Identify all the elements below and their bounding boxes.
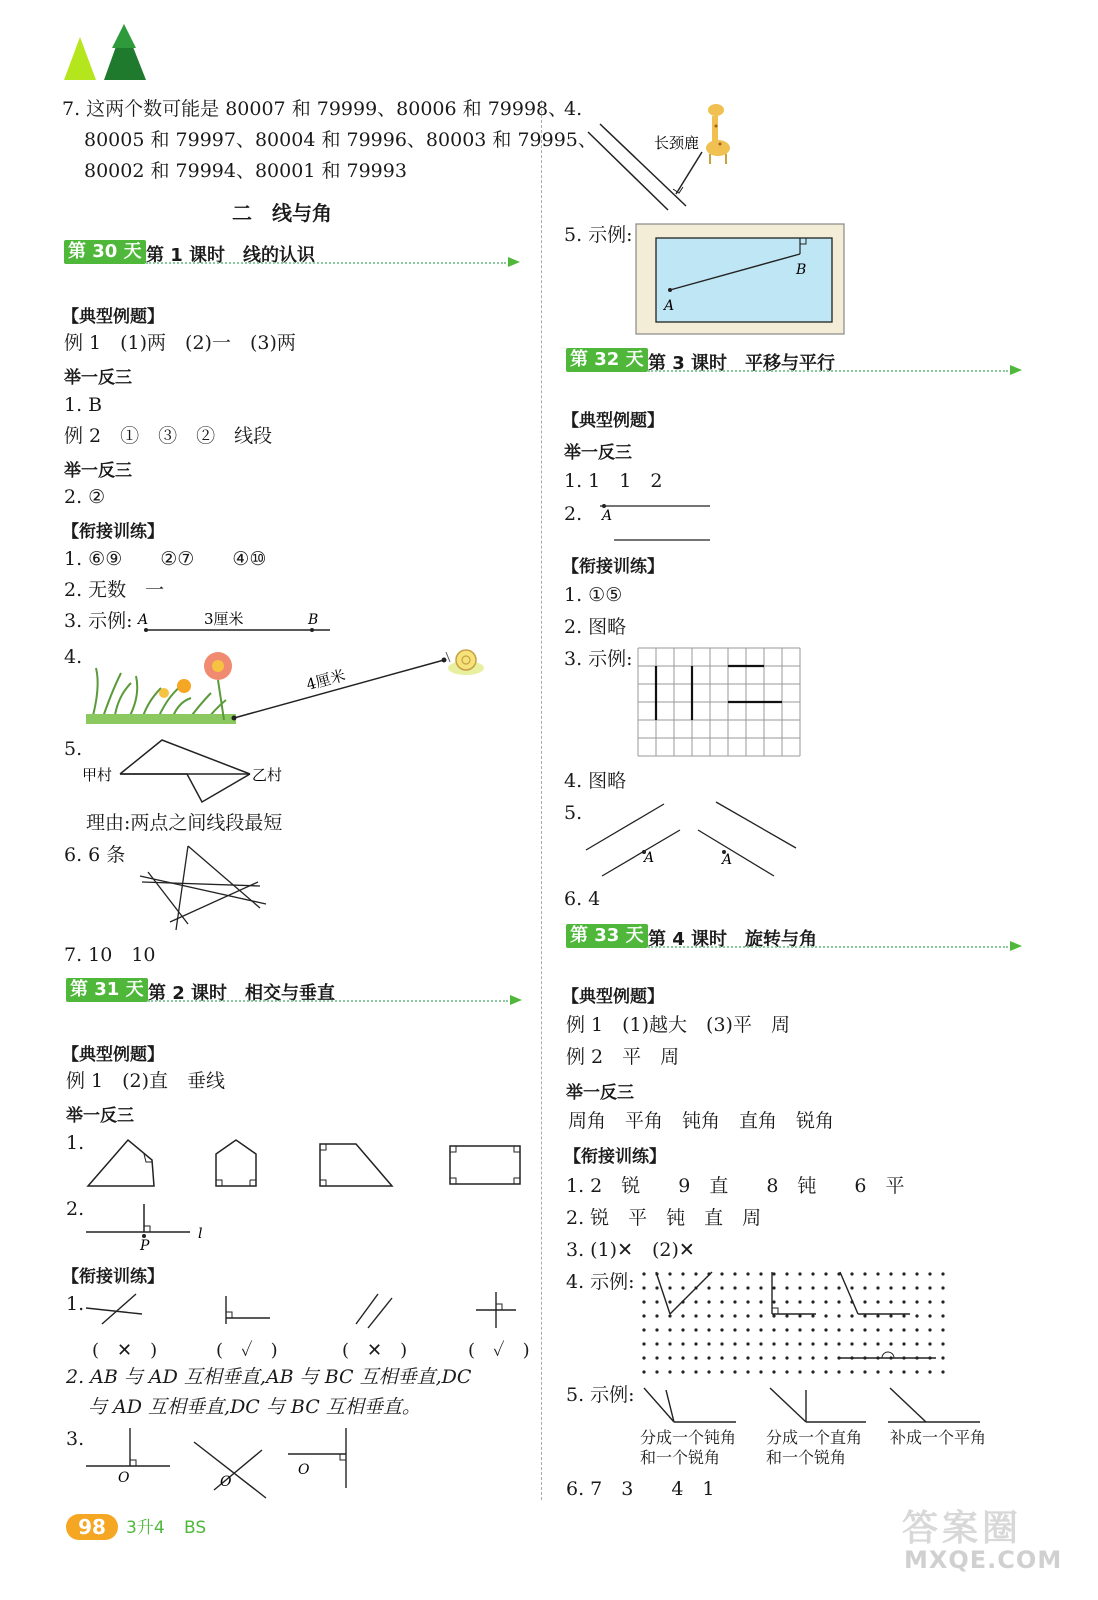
grid-dot	[642, 1356, 645, 1359]
grid-dot	[720, 1342, 723, 1345]
d30-l3: 1. B	[64, 394, 103, 416]
d30-l9: 2. 无数 一	[64, 579, 165, 601]
grid-dot	[655, 1300, 658, 1303]
d33-l8: 3. (1)✕ (2)✕	[566, 1239, 695, 1261]
grid-dot	[655, 1314, 658, 1317]
d30-l6: 2. ②	[64, 486, 106, 508]
grid-dot	[811, 1286, 814, 1289]
q4-flower-snail-figure	[86, 648, 496, 728]
grid-dot	[694, 1370, 697, 1373]
grid-dot	[772, 1328, 775, 1331]
grid-dot	[824, 1342, 827, 1345]
grid-dot	[915, 1328, 918, 1331]
grid-dot	[655, 1286, 658, 1289]
d33-q5-angles-figure	[640, 1386, 990, 1426]
watermark-url: MXQE.COM	[904, 1546, 1063, 1574]
q2-point-p: P	[140, 1238, 150, 1254]
grid-dot	[707, 1342, 710, 1345]
r-q4-giraffe-figure	[582, 96, 742, 216]
grid-dot	[746, 1356, 749, 1359]
grid-dot	[655, 1370, 658, 1373]
grid-dot	[941, 1286, 944, 1289]
grid-dot	[746, 1286, 749, 1289]
d33-l9: 4. 示例:	[566, 1271, 635, 1293]
q1-mark-3: ( ✕ )	[342, 1340, 408, 1361]
grid-dot	[941, 1356, 944, 1359]
d30-l13: 理由:两点之间线段最短	[86, 812, 283, 834]
grid-dot	[837, 1314, 840, 1317]
q5-villages-figure	[82, 736, 312, 808]
grid-dot	[811, 1328, 814, 1331]
grid-dot	[863, 1342, 866, 1345]
grid-dot	[902, 1286, 905, 1289]
grid-dot	[811, 1370, 814, 1373]
grid-dot	[902, 1314, 905, 1317]
grid-dot	[902, 1272, 905, 1275]
grid-dot	[707, 1370, 710, 1373]
grid-dot	[811, 1342, 814, 1345]
grid-dot	[694, 1328, 697, 1331]
grid-dot	[707, 1328, 710, 1331]
day32-title: 第 3 课时 平移与平行	[648, 353, 836, 374]
grid-dot	[876, 1314, 879, 1317]
grid-dot	[876, 1342, 879, 1345]
grid-dot	[681, 1314, 684, 1317]
grid-dot	[681, 1356, 684, 1359]
grid-dot	[889, 1286, 892, 1289]
grid-dot	[642, 1328, 645, 1331]
grid-dot	[941, 1328, 944, 1331]
snail-icon	[446, 650, 484, 675]
grid-dot	[759, 1342, 762, 1345]
grid-dot	[707, 1300, 710, 1303]
grid-dot	[642, 1286, 645, 1289]
grid-dot	[720, 1328, 723, 1331]
grid-dot	[668, 1370, 671, 1373]
q5-village-jia: 甲村	[82, 766, 113, 784]
grid-dot	[889, 1328, 892, 1331]
d33-l6: 1. 2 锐 9 直 8 钝 6 平	[566, 1175, 905, 1197]
r-q5-rectangle-figure	[636, 224, 846, 336]
grid-dot	[876, 1272, 879, 1275]
grid-dot	[902, 1342, 905, 1345]
grid-dot	[785, 1272, 788, 1275]
d33-l0: 【典型例题】	[562, 987, 664, 1007]
d32-l10: 6. 4	[564, 888, 601, 910]
d30-l10: 3. 示例:	[64, 610, 133, 632]
grid-dot	[824, 1272, 827, 1275]
grid-dot	[876, 1370, 879, 1373]
d32-l9: 5.	[564, 802, 583, 824]
d30-l5: 举一反三	[64, 461, 132, 481]
grid-dot	[798, 1272, 801, 1275]
grid-dot	[694, 1314, 697, 1317]
grid-dot	[707, 1314, 710, 1317]
grid-dot	[850, 1286, 853, 1289]
grid-dot	[733, 1314, 736, 1317]
grid-dot	[798, 1300, 801, 1303]
grid-dot	[681, 1370, 684, 1373]
d32-q5-point-a2: A	[722, 852, 733, 868]
grid-dot	[772, 1272, 775, 1275]
grid-dot	[772, 1300, 775, 1303]
grid-dot	[655, 1356, 658, 1359]
footer-edition: BS	[184, 1518, 207, 1538]
r-q4: 4.	[564, 98, 583, 120]
page-number: 98	[78, 1515, 106, 1539]
grid-dot	[837, 1370, 840, 1373]
grid-dot	[785, 1314, 788, 1317]
q7-line3: 80002 和 79994、80001 和 79993	[84, 160, 407, 182]
grid-dot	[720, 1356, 723, 1359]
grid-dot	[772, 1370, 775, 1373]
grid-dot	[837, 1342, 840, 1345]
grid-dot	[733, 1342, 736, 1345]
q5-caption-3: 补成一个平角	[890, 1428, 987, 1447]
grid-dot	[941, 1342, 944, 1345]
q3-o-1: O	[118, 1470, 130, 1486]
grid-dot	[668, 1314, 671, 1317]
grid-dot	[824, 1370, 827, 1373]
grid-dot	[798, 1370, 801, 1373]
grid-dot	[889, 1370, 892, 1373]
grid-dot	[941, 1314, 944, 1317]
grid-dot	[642, 1314, 645, 1317]
grid-dot	[772, 1356, 775, 1359]
d32-l4: 【衔接训练】	[562, 557, 664, 577]
q1-mark-4: ( ✓ )	[468, 1340, 530, 1361]
grid-dot	[837, 1328, 840, 1331]
day32-header	[566, 348, 1026, 374]
q5-caption-2b: 和一个锐角	[766, 1448, 847, 1467]
grid-dot	[824, 1286, 827, 1289]
q3-o-2: O	[220, 1474, 232, 1490]
grid-dot	[915, 1342, 918, 1345]
grid-dot	[928, 1300, 931, 1303]
grid-dot	[642, 1342, 645, 1345]
giraffe-label: 长颈鹿	[654, 134, 700, 152]
grid-dot	[798, 1342, 801, 1345]
r-q5: 5. 示例:	[564, 224, 633, 246]
grid-dot	[681, 1286, 684, 1289]
day33-tag: 第 33 天	[566, 924, 648, 948]
d33-l11: 6. 7 3 4 1	[566, 1478, 715, 1500]
d31-l9: 3.	[66, 1428, 85, 1450]
grid-dot	[798, 1314, 801, 1317]
grid-dot	[759, 1272, 762, 1275]
grid-dot	[733, 1370, 736, 1373]
grid-dot	[668, 1328, 671, 1331]
q5-village-yi: 乙村	[252, 766, 283, 784]
grid-dot	[915, 1272, 918, 1275]
q7-line1: 7. 这两个数可能是 80007 和 79999、80006 和 79998、	[62, 98, 568, 120]
grid-dot	[928, 1272, 931, 1275]
grid-dot	[902, 1300, 905, 1303]
grid-dot	[746, 1342, 749, 1345]
chapter-title: 二 线与角	[232, 201, 332, 225]
q1-shapes-figure	[84, 1136, 524, 1192]
grid-dot	[928, 1370, 931, 1373]
day30-header	[64, 240, 524, 266]
grid-dot	[811, 1300, 814, 1303]
d31-l2: 举一反三	[66, 1106, 134, 1126]
grid-dot	[668, 1356, 671, 1359]
grid-dot	[707, 1356, 710, 1359]
grid-dot	[785, 1286, 788, 1289]
grid-dot	[759, 1328, 762, 1331]
d31-l4: 2.	[66, 1198, 85, 1220]
d30-l7: 【衔接训练】	[62, 522, 164, 542]
d32-q3-grid-figure	[638, 648, 808, 762]
grid-dot	[759, 1286, 762, 1289]
grid-dot	[759, 1300, 762, 1303]
grid-dot	[694, 1272, 697, 1275]
d33-q4-dot-grid-figure	[640, 1270, 950, 1374]
grid-dot	[733, 1356, 736, 1359]
d32-l6: 2. 图略	[564, 616, 627, 638]
grid-dot	[850, 1342, 853, 1345]
day30-title: 第 1 课时 线的认识	[146, 245, 316, 266]
d31-l3: 1.	[66, 1132, 85, 1154]
q4-length: 4厘米	[304, 666, 348, 694]
d33-l4: 周角 平角 钝角 直角 锐角	[568, 1110, 835, 1132]
q1-mark-1: ( ✕ )	[92, 1340, 158, 1361]
grid-dot	[694, 1342, 697, 1345]
grid-dot	[863, 1370, 866, 1373]
d32-l0: 【典型例题】	[562, 411, 664, 431]
day33-title: 第 4 课时 旋转与角	[648, 929, 818, 950]
grid-dot	[759, 1314, 762, 1317]
r-q5-point-a: A	[664, 298, 675, 314]
d33-l1: 例 1 (1)越大 (3)平 周	[566, 1014, 790, 1036]
grid-dot	[694, 1300, 697, 1303]
d32-l8: 4. 图略	[564, 770, 627, 792]
grid-dot	[746, 1370, 749, 1373]
q6-lines-figure	[140, 842, 270, 932]
grid-dot	[837, 1286, 840, 1289]
grid-dot	[772, 1314, 775, 1317]
q3-point-b: B	[308, 612, 319, 628]
d31-l0: 【典型例题】	[62, 1045, 164, 1065]
d33-l5: 【衔接训练】	[564, 1147, 666, 1167]
q5-caption-1a: 分成一个钝角	[640, 1428, 737, 1447]
d33-l7: 2. 锐 平 钝 直 周	[566, 1207, 762, 1229]
grid-dot	[681, 1342, 684, 1345]
d33-l3: 举一反三	[566, 1083, 634, 1103]
column-divider	[541, 100, 542, 1500]
q2-perpendicular-figure	[86, 1200, 216, 1256]
q7-line2: 80005 和 79997、80004 和 79996、80003 和 79995、	[84, 129, 597, 151]
grid-dot	[889, 1300, 892, 1303]
grid-dot	[733, 1272, 736, 1275]
grid-dot	[863, 1286, 866, 1289]
grid-dot	[824, 1300, 827, 1303]
grid-dot	[655, 1328, 658, 1331]
grid-dot	[785, 1370, 788, 1373]
d31-l1: 例 1 (2)直 垂线	[66, 1070, 226, 1092]
d32-q5-point-a1: A	[644, 850, 655, 866]
grid-dot	[668, 1300, 671, 1303]
grid-dot	[863, 1314, 866, 1317]
grid-dot	[772, 1342, 775, 1345]
grid-dot	[941, 1300, 944, 1303]
d32-l7: 3. 示例:	[564, 648, 633, 670]
q3-segment-figure	[136, 606, 336, 636]
grid-dot	[681, 1272, 684, 1275]
grid-dot	[720, 1286, 723, 1289]
q3-perp-lines-figure	[86, 1426, 356, 1502]
grid-dot	[850, 1314, 853, 1317]
grid-dot	[798, 1356, 801, 1359]
grid-dot	[850, 1328, 853, 1331]
grid-dot	[811, 1314, 814, 1317]
grid-dot	[889, 1342, 892, 1345]
grid-dot	[733, 1300, 736, 1303]
grid-dot	[694, 1356, 697, 1359]
grid-dot	[798, 1286, 801, 1289]
d31-l6: 1.	[66, 1293, 85, 1315]
grid-dot	[642, 1272, 645, 1275]
footer-grade: 3升4	[126, 1518, 165, 1538]
grid-dot	[772, 1286, 775, 1289]
giraffe-icon	[706, 104, 730, 164]
grid-dot	[759, 1370, 762, 1373]
grid-dot	[902, 1370, 905, 1373]
grid-dot	[746, 1300, 749, 1303]
tree-logo-icon	[62, 22, 152, 82]
day33-header	[566, 924, 1026, 950]
d32-q5-parallel-figure	[584, 800, 804, 880]
grid-dot	[850, 1370, 853, 1373]
grid-dot	[798, 1328, 801, 1331]
grid-dot	[876, 1328, 879, 1331]
d30-l4: 例 2 ① ③ ② 线段	[64, 425, 273, 447]
grid-dot	[668, 1286, 671, 1289]
grid-dot	[733, 1286, 736, 1289]
r-q5-point-b: B	[796, 262, 807, 278]
grid-dot	[655, 1342, 658, 1345]
grid-dot	[642, 1370, 645, 1373]
grid-dot	[876, 1300, 879, 1303]
q5-caption-2a: 分成一个直角	[766, 1428, 863, 1447]
grid-dot	[811, 1356, 814, 1359]
day31-header	[66, 978, 526, 1004]
grid-dot	[863, 1300, 866, 1303]
grid-dot	[863, 1328, 866, 1331]
d30-l11: 4.	[64, 646, 83, 668]
q5-caption-1b: 和一个锐角	[640, 1448, 721, 1467]
day31-title: 第 2 课时 相交与垂直	[148, 983, 336, 1004]
grid-dot	[746, 1328, 749, 1331]
grid-dot	[811, 1272, 814, 1275]
grid-dot	[928, 1328, 931, 1331]
d30-l0: 【典型例题】	[62, 307, 164, 327]
page-number-badge	[66, 1514, 118, 1540]
grid-dot	[915, 1314, 918, 1317]
grid-dot	[759, 1356, 762, 1359]
grid-dot	[785, 1356, 788, 1359]
grid-dot	[720, 1370, 723, 1373]
q3-o-3: O	[298, 1462, 310, 1478]
watermark-logo: 答案圈	[902, 1508, 1023, 1549]
d33-l2: 例 2 平 周	[566, 1046, 680, 1068]
d31-l8: 与 AD 互相垂直,DC 与 BC 互相垂直。	[88, 1396, 421, 1418]
d30-l1: 例 1 (1)两 (2)一 (3)两	[64, 332, 296, 354]
q1-lines-judge-figure	[86, 1290, 526, 1330]
grid-dot	[720, 1314, 723, 1317]
grid-dot	[941, 1272, 944, 1275]
grid-dot	[915, 1370, 918, 1373]
grid-dot	[785, 1328, 788, 1331]
grid-dot	[785, 1342, 788, 1345]
day32-tag: 第 32 天	[566, 348, 648, 372]
grid-dot	[733, 1328, 736, 1331]
grid-dot	[746, 1272, 749, 1275]
d32-l1: 举一反三	[564, 443, 632, 463]
grid-dot	[785, 1300, 788, 1303]
d30-l2: 举一反三	[64, 368, 132, 388]
grid-dot	[824, 1314, 827, 1317]
q1-mark-2: ( ✓ )	[216, 1340, 278, 1361]
d32-l2: 1. 1 1 2	[564, 470, 663, 492]
grid-dot	[876, 1286, 879, 1289]
grid-dot	[837, 1300, 840, 1303]
grid-dot	[707, 1286, 710, 1289]
d31-l7: 2. AB 与 AD 互相垂直,AB 与 BC 互相垂直,DC	[66, 1366, 472, 1388]
q2-line-l: l	[198, 1226, 203, 1242]
grid-dot	[915, 1300, 918, 1303]
grid-dot	[824, 1356, 827, 1359]
d30-l12: 5.	[64, 738, 83, 760]
grid-dot	[850, 1272, 853, 1275]
d32-q2-parallel-figure	[596, 498, 716, 544]
grid-dot	[915, 1286, 918, 1289]
q3-point-a: A	[138, 612, 149, 628]
grid-dot	[720, 1300, 723, 1303]
grid-dot	[941, 1370, 944, 1373]
q3-length: 3厘米	[204, 610, 244, 628]
d30-l15: 7. 10 10	[64, 944, 156, 966]
day31-tag: 第 31 天	[66, 978, 148, 1002]
grid-dot	[928, 1286, 931, 1289]
grid-dot	[863, 1272, 866, 1275]
d32-q2-point-a: A	[602, 508, 613, 524]
grid-dot	[889, 1314, 892, 1317]
grid-dot	[681, 1328, 684, 1331]
d30-l8: 1. ⑥⑨ ②⑦ ④⑩	[64, 548, 267, 570]
d30-l14: 6. 6 条	[64, 844, 126, 866]
day30-tag: 第 30 天	[64, 240, 146, 264]
grid-dot	[720, 1272, 723, 1275]
grid-dot	[889, 1272, 892, 1275]
d31-l5: 【衔接训练】	[62, 1267, 164, 1287]
grid-dot	[668, 1272, 671, 1275]
grid-dot	[902, 1328, 905, 1331]
grid-dot	[642, 1300, 645, 1303]
grid-dot	[824, 1328, 827, 1331]
d32-l5: 1. ①⑤	[564, 584, 623, 606]
d32-l3: 2.	[564, 503, 583, 525]
grid-dot	[928, 1342, 931, 1345]
grid-dot	[668, 1342, 671, 1345]
d33-l10: 5. 示例:	[566, 1384, 635, 1406]
grid-dot	[928, 1314, 931, 1317]
grid-dot	[746, 1314, 749, 1317]
